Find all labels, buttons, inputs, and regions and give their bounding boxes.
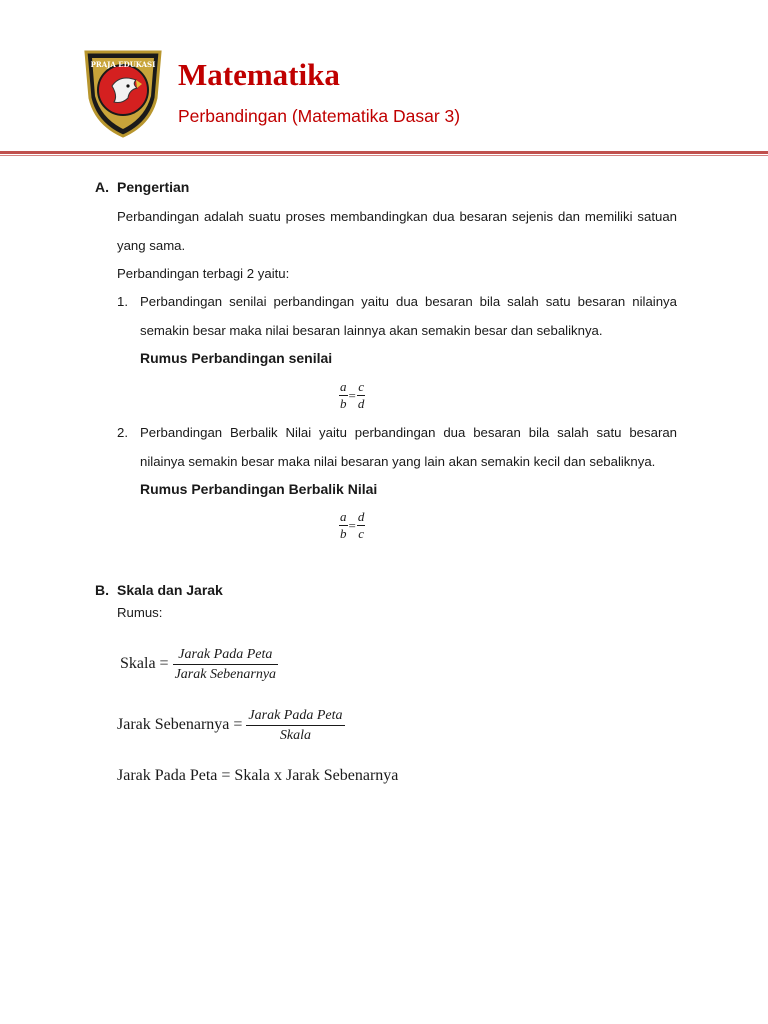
formula-skala-lhs: Skala = [120, 655, 169, 673]
formula-berbalik-num1: a [340, 509, 347, 524]
list-item-1 [117, 288, 677, 345]
list-item-1-text: Perbandingan senilai perbandingan yaitu dua besaran bila salah satu besaran nilainya semakin besar maka nilai besaran lainnya akan semakin besar dan sebaliknya. [140, 294, 677, 338]
formula-senilai-equals: = [348, 387, 356, 403]
section-b-label: B. [95, 582, 109, 598]
section-b-heading [95, 582, 223, 598]
rumus-label: Rumus: [117, 605, 163, 620]
section-a-heading [95, 179, 189, 195]
header-divider [0, 151, 768, 154]
formula-jarak-sebenarnya-lhs: Jarak Sebenarnya = [117, 716, 243, 734]
formula-berbalik-equals: = [348, 517, 356, 533]
formula-senilai-num2: c [358, 379, 364, 394]
formula-jarak-sebenarnya [117, 706, 345, 745]
formula-senilai-num1: a [340, 379, 347, 394]
list-item-2-text: Perbandingan Berbalik Nilai yaitu perbandingan dua besaran bila salah satu besaran nilainya semakin besar maka nilai besaran yang lain akan semakin kecil dan sebaliknya. [140, 425, 677, 469]
formula-senilai-den1: b [340, 396, 347, 411]
formula-jarak-sebenarnya-den: Skala [279, 728, 312, 743]
praja-edukasi-logo [82, 46, 164, 138]
formula-senilai-den2: d [357, 396, 365, 411]
list-item-1-number: 1. [117, 294, 128, 309]
formula-berbalik-den1: b [340, 526, 347, 541]
formula-skala-num: Jarak Pada Peta [173, 645, 278, 665]
list-item-2 [117, 419, 677, 476]
formula-skala-den: Jarak Sebenarnya [174, 667, 277, 682]
types-intro: Perbandingan terbagi 2 yaitu: [117, 266, 290, 281]
formula-skala [120, 645, 278, 684]
section-b-title: Skala dan Jarak [117, 582, 223, 598]
formula-berbalik-title: Rumus Perbandingan Berbalik Nilai [140, 481, 378, 497]
section-a-label: A. [95, 179, 109, 195]
formula-jarak-pada-peta: Jarak Pada Peta = Skala x Jarak Sebenarnya [117, 767, 399, 784]
formula-jarak-sebenarnya-num: Jarak Pada Peta [246, 706, 344, 726]
formula-berbalik-den2: c [358, 526, 364, 541]
header-divider-thin [0, 155, 768, 156]
definition-paragraph: Perbandingan adalah suatu proses membandingkan dua besaran sejenis dan memiliki satuan yang sama. [117, 209, 677, 253]
page-title: Matematika [178, 57, 340, 92]
section-a-title: Pengertian [117, 179, 190, 195]
page-subtitle: Perbandingan (Matematika Dasar 3) [178, 106, 461, 126]
formula-senilai [339, 379, 365, 412]
formula-berbalik [339, 509, 365, 542]
logo-text: PRAJA EDUKASI [90, 60, 156, 69]
formula-berbalik-num2: d [357, 509, 365, 524]
list-item-2-number: 2. [117, 425, 128, 440]
formula-senilai-title: Rumus Perbandingan senilai [140, 350, 333, 366]
